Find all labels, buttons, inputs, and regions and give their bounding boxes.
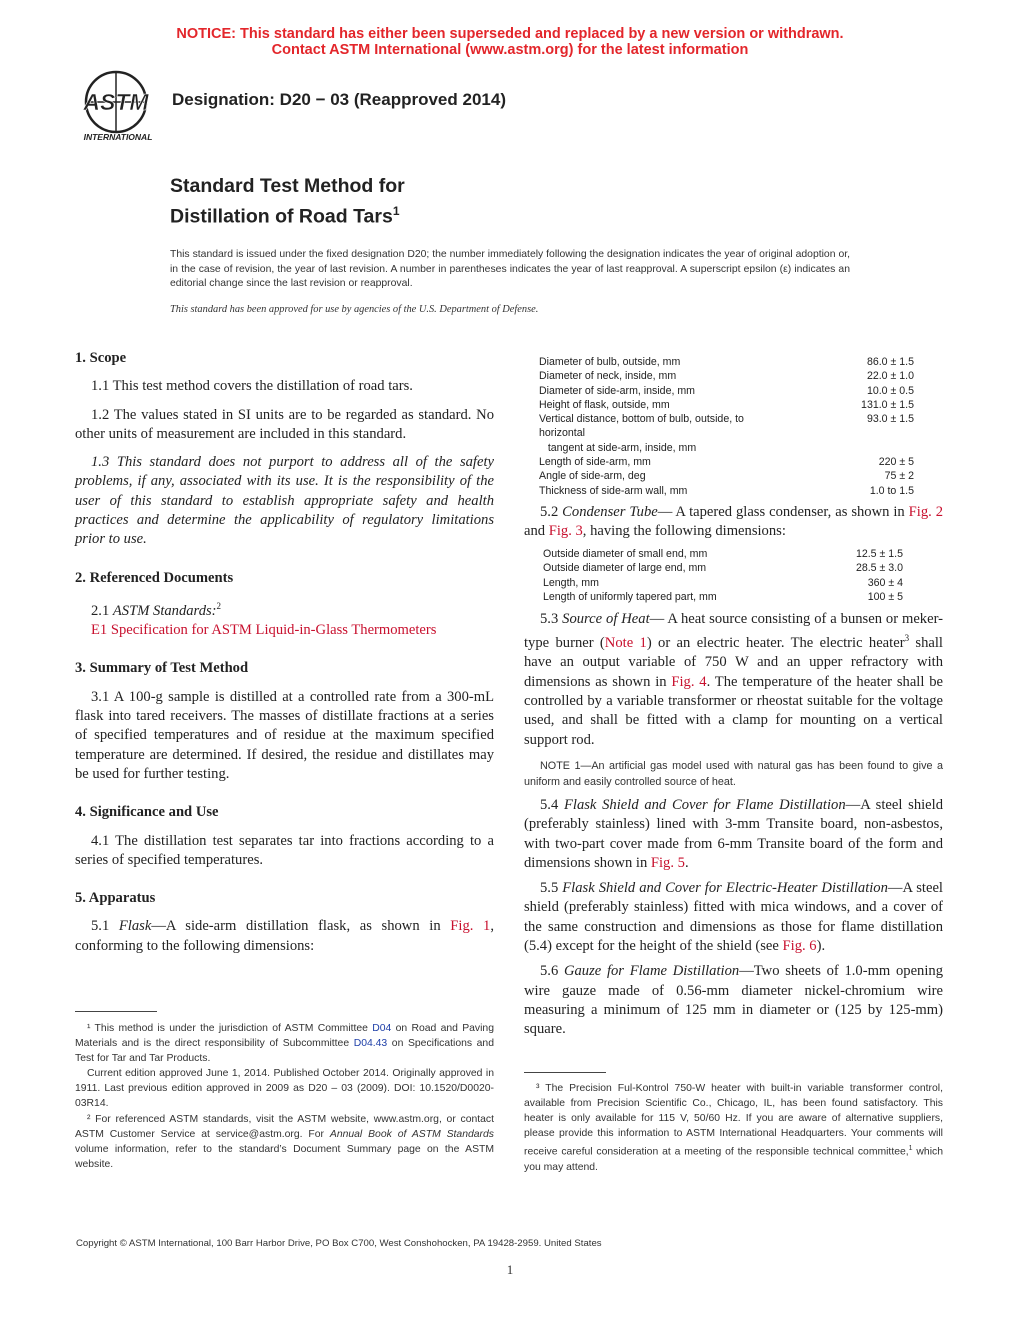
- d04-43-link[interactable]: D04.43: [353, 1038, 388, 1050]
- annual-book-title: Annual Book of ASTM Standards: [329, 1128, 494, 1140]
- para-num: 5.4: [540, 796, 564, 813]
- flask-dimensions-table: [539, 355, 914, 498]
- footnote-2: [75, 1112, 494, 1172]
- fig-1-link[interactable]: Fig. 1: [450, 918, 491, 935]
- text: ¹ This method is under the jurisdiction of ASTM Committee: [87, 1023, 373, 1034]
- fig-4-link[interactable]: Fig. 4: [671, 673, 707, 690]
- para-5-4: [524, 796, 943, 873]
- para-1-3: 1.3 This standard does not purport to address all of the safety problems, if any, associated with its use. It is the responsibility of the user of this standard to establish appropriate safety and health practices and determine the applicability of regulatory limitations prior to use.: [75, 454, 494, 548]
- text: on Specifications and Test for Tar and Tar Products.: [75, 1038, 494, 1065]
- left-footnotes: [75, 1021, 494, 1172]
- footnote-ref-1: 1: [908, 1145, 913, 1153]
- issuance-statement: This standard is issued under the fixed designation D20; the number immediately following the designation indicates the year of original adoption or, in the case of revision, the year of last revision. A number in parentheses indicates the year of last reapproval. A superscript epsilon (ε) indicates an editorial change since the last revision or reapproval.: [170, 249, 850, 290]
- para-num: 5.1: [91, 918, 119, 935]
- para-5-5: [524, 879, 943, 956]
- page-number: 1: [506, 1262, 514, 1277]
- section-5-heading: 5. Apparatus: [75, 890, 156, 907]
- right-column-body: [524, 610, 943, 1040]
- section-1-heading: 1. Scope: [75, 350, 127, 366]
- table-label: Diameter of side-arm, inside, mm: [539, 384, 696, 397]
- table-row: [539, 412, 914, 426]
- text: —A side-arm distillation flask, as shown in: [151, 918, 451, 935]
- table-label: Outside diameter of small end, mm: [543, 548, 708, 560]
- copyright-footer: Copyright © ASTM International, 100 Barr Harbor Drive, PO Box C700, West Conshohocken, PA 19428-2959. United States: [76, 1238, 602, 1249]
- table-value: 75 ± 2: [884, 470, 914, 483]
- section-3-heading: 3. Summary of Test Method: [75, 660, 249, 677]
- table-label: Thickness of side-arm wall, mm: [539, 484, 688, 497]
- table-value: 28.5 ± 3.0: [855, 562, 903, 575]
- table-label: Angle of side-arm, deg: [539, 470, 646, 483]
- fig-3-link[interactable]: Fig. 3: [548, 523, 583, 540]
- table-value: 1.0 to 1.5: [869, 484, 914, 497]
- designation: Designation: D20 − 03 (Reapproved 2014): [172, 90, 506, 109]
- table-row: [539, 441, 914, 455]
- para-num: 5.3: [540, 611, 563, 627]
- left-column: [75, 349, 494, 956]
- table-value: 93.0 ± 1.5: [866, 413, 914, 426]
- para-5-1: [75, 917, 494, 956]
- para-5-3: [524, 610, 943, 750]
- fig-5-link[interactable]: Fig. 5: [650, 854, 685, 871]
- term-condenser-tube: Condenser Tube: [562, 504, 658, 520]
- section-2-heading: 2. Referenced Documents: [75, 569, 234, 586]
- para-2-1: [75, 597, 494, 621]
- text: —A steel shield (preferably stainless) lined with 3-mm Transite board, non-asbestos, with two-part cover made from 6-mm Transite board of the form and dimensions shown in: [524, 796, 944, 871]
- table-label: Length, mm: [543, 576, 599, 589]
- table-value: 360 ± 4: [867, 576, 903, 589]
- table-row: [539, 455, 914, 469]
- ref-e1-link[interactable]: E1 Specification for ASTM Liquid-in-Glass Thermometers: [91, 622, 437, 639]
- text: , conforming to the following dimensions:: [75, 918, 494, 954]
- fig-2-link[interactable]: Fig. 2: [908, 504, 943, 520]
- term-flask: Flask: [118, 918, 152, 935]
- table-row: [539, 355, 914, 369]
- table-row: [539, 469, 914, 483]
- table-value: 220 ± 5: [878, 456, 914, 469]
- text: ).: [816, 938, 826, 955]
- footnote-ref-3: 3: [904, 633, 910, 644]
- para-3-1: 3.1 A 100-g sample is distilled at a controlled rate from a 300-mL flask into tared receivers. The masses of distillate fractions at a series of specified temperatures and of residue at the maximum specified temperature are determined. If desired, the residue and distillates may be used for further testing.: [75, 688, 494, 782]
- table-value: 22.0 ± 1.0: [866, 370, 914, 383]
- term-flask-shield-flame: Flask Shield and Cover for Flame Distillation: [563, 796, 846, 813]
- footnote-ref-2: 2: [216, 600, 222, 611]
- title-line-2: Distillation of Road Tars: [170, 205, 393, 228]
- para-4-1: 4.1 The distillation test separates tar into fractions according to a series of specified temperatures.: [75, 832, 494, 868]
- table-label: Outside diameter of large end, mm: [543, 562, 707, 575]
- footnote-1: [75, 1021, 494, 1066]
- table-row: [539, 484, 914, 498]
- text: ) or an electric heater. The electric heater: [646, 635, 905, 652]
- note-1-link[interactable]: Note 1: [604, 635, 647, 652]
- note-1: NOTE 1—An artificial gas model used with natural gas has been found to give a uniform and easily controlled source of heat.: [524, 759, 943, 788]
- footnote-3: [524, 1081, 943, 1175]
- table-row: [539, 398, 914, 412]
- table-label: tangent at side-arm, inside, mm: [539, 441, 697, 454]
- table-label: Length of side-arm, mm: [539, 456, 651, 469]
- right-footnotes: [524, 1081, 943, 1175]
- condenser-dimensions-table: [543, 547, 903, 604]
- logo-subtext: INTERNATIONAL: [83, 132, 153, 142]
- fig-6-link[interactable]: Fig. 6: [782, 938, 817, 955]
- table-row: [543, 590, 903, 604]
- text: ² For referenced ASTM standards, visit the ASTM website, www.astm.org, or contact ASTM Customer Service at service@astm.org. For: [75, 1113, 494, 1140]
- d04-link[interactable]: D04: [372, 1023, 392, 1034]
- text: and: [524, 523, 549, 540]
- table-value: 131.0 ± 1.5: [861, 398, 914, 411]
- para-num: 5.2: [540, 504, 563, 520]
- para-num: 5.5: [540, 880, 563, 897]
- footnote-1-edition: Current edition approved June 1, 2014. Published October 2014. Originally approved in 1911. Last previous edition approved in 2009 as D20 – 03 (2009). DOI: 10.1520/D0020-03R14.: [75, 1068, 494, 1110]
- text: , having the following dimensions:: [582, 523, 786, 540]
- table-label: Vertical distance, bottom of bulb, outside, to: [539, 413, 744, 426]
- table-row: [539, 426, 914, 440]
- title-footnote-ref: 1: [392, 204, 400, 218]
- logo-text: ASTM: [83, 89, 149, 115]
- table-label: horizontal: [539, 427, 585, 440]
- para-5-2: [524, 503, 943, 542]
- para-num: 2.1: [91, 602, 113, 619]
- text: ³ The Precision Ful-Kontrol 750-W heater with built-in variable transformer control, available from Precision Scientific Co., Chicago, IL, has been found satisfactory. This heater is only available for 115 V, 50/60 Hz. If you are aware of alternative suppliers, please provide this information to ASTM International Headquarters. Your comments will receive careful consideration at a meeting of the responsible technical committee,: [524, 1083, 943, 1158]
- text: —A steel shield (preferably stainless) fitted with mica windows, and a cover of the same construction and dimensions as those for flame distillation (5.4) except for the height of the shield (see: [524, 880, 943, 955]
- table-value: 86.0 ± 1.5: [866, 356, 914, 368]
- notice-line-2: Contact ASTM International (www.astm.org) for the latest information: [271, 42, 749, 58]
- withdrawn-notice: [0, 26, 1020, 58]
- text: .: [684, 854, 689, 871]
- text: . The temperature of the heater shall be controlled by a variable transformer or rheostat suitable for the voltage used, and shall be fitted with a clamp for mounting on a vertical support rod.: [524, 673, 944, 748]
- footnote-rule-right: [524, 1072, 606, 1073]
- table-row: [543, 576, 903, 590]
- text: — A tapered glass condenser, as shown in: [657, 504, 909, 520]
- astm-standards-label: ASTM Standards:: [112, 602, 217, 619]
- text: on Road and Paving Materials and is the direct responsibility of Subcommittee: [75, 1023, 494, 1050]
- section-4-heading: 4. Significance and Use: [75, 804, 219, 821]
- table-value: 100 ± 5: [867, 590, 903, 603]
- title-line-1: Standard Test Method for: [170, 175, 405, 197]
- table-label: Height of flask, outside, mm: [539, 398, 670, 411]
- term-source-of-heat: Source of Heat: [562, 611, 650, 627]
- table-label: Length of uniformly tapered part, mm: [543, 590, 717, 603]
- astm-logo: [74, 70, 164, 146]
- text: — A heat source consisting of a bunsen or meker-type burner (: [524, 611, 943, 652]
- dod-approval: This standard has been approved for use by agencies of the U.S. Department of Defense.: [170, 304, 539, 315]
- para-1-1: 1.1 This test method covers the distillation of road tars.: [91, 378, 413, 395]
- table-row: [543, 547, 903, 561]
- text: which you may attend.: [524, 1146, 943, 1173]
- document-title: [170, 174, 405, 230]
- table-value: 12.5 ± 1.5: [855, 548, 903, 560]
- table-row: [539, 369, 914, 383]
- text: shall have an output variable of 750 W and an upper refractory with dimensions as shown in: [524, 635, 943, 690]
- table-row: [543, 561, 903, 575]
- table-value: 10.0 ± 0.5: [866, 384, 914, 397]
- para-5-6: [524, 962, 943, 1039]
- table-label: Diameter of bulb, outside, mm: [539, 356, 681, 368]
- para-1-2: 1.2 The values stated in SI units are to be regarded as standard. No other units of measurement are included in this standard.: [75, 406, 494, 442]
- notice-line-1: NOTICE: This standard has either been superseded and replaced by a new version or withdrawn.: [176, 26, 844, 42]
- text: —Two sheets of 1.0-mm opening wire gauze made of 0.56-mm diameter nickel-chromium wire measuring a minimum of 125 mm in diameter or (125 by 125-mm) square.: [524, 963, 943, 1038]
- table-label: Diameter of neck, inside, mm: [539, 370, 677, 383]
- para-num: 5.6: [540, 963, 564, 980]
- term-gauze: Gauze for Flame Distillation: [563, 963, 740, 980]
- term-flask-shield-electric: Flask Shield and Cover for Electric-Heater Distillation: [562, 880, 888, 897]
- table-row: [539, 384, 914, 398]
- footnote-rule: [75, 1011, 157, 1012]
- text: volume information, refer to the standard’s Document Summary page on the ASTM website.: [75, 1143, 494, 1170]
